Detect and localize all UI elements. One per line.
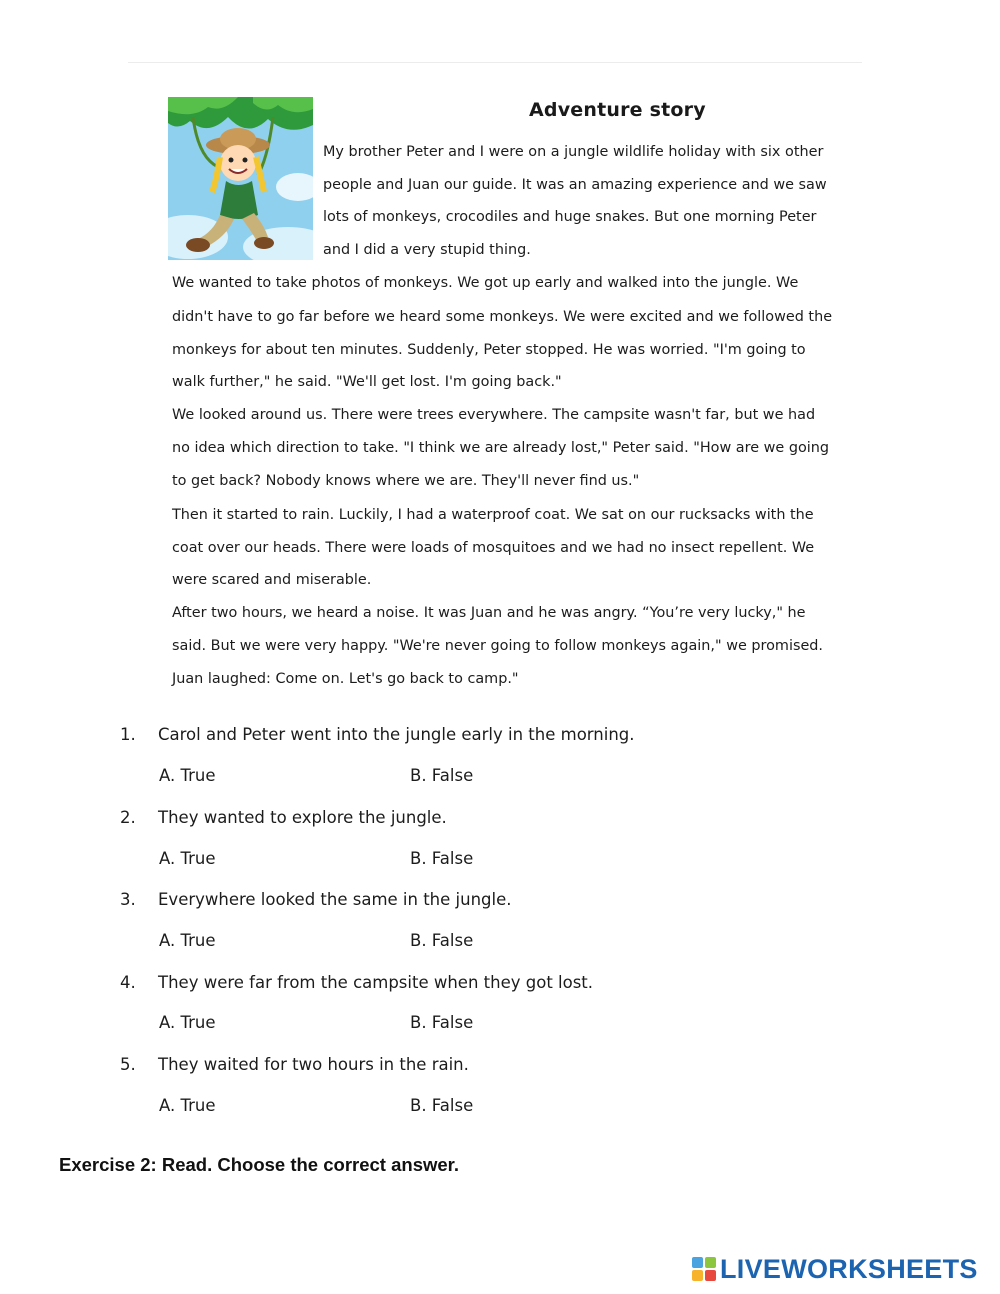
liveworksheets-logo[interactable] [692, 1252, 978, 1286]
question-number: 5. [120, 1055, 136, 1074]
answer-option-true[interactable]: A. True [159, 1013, 216, 1032]
logo-tile [692, 1257, 703, 1268]
story-line: said. But we were very happy. "We're never going to follow monkeys again," we promised. [172, 638, 824, 654]
story-line: and I did a very stupid thing. [323, 242, 531, 258]
story-line: no idea which direction to take. "I think we are already lost," Peter said. "How are we going [172, 440, 830, 456]
question-text: They were far from the campsite when they got lost. [158, 973, 594, 992]
question-text: Everywhere looked the same in the jungle. [158, 890, 512, 909]
story-line: were scared and miserable. [172, 572, 372, 588]
question-number: 3. [120, 890, 136, 909]
story-line: Juan laughed: Come on. Let's go back to camp." [172, 671, 519, 687]
story-line: people and Juan our guide. It was an amazing experience and we saw [323, 177, 827, 193]
jungle-girl-illustration [168, 97, 313, 260]
answer-option-false[interactable]: B. False [410, 931, 474, 950]
question-text: They waited for two hours in the rain. [158, 1055, 469, 1074]
answer-option-true[interactable]: A. True [159, 931, 216, 950]
answer-option-true[interactable]: A. True [159, 1096, 216, 1115]
story-line: We wanted to take photos of monkeys. We got up early and walked into the jungle. We [172, 275, 799, 291]
answer-option-true[interactable]: A. True [159, 766, 216, 785]
story-line: We looked around us. There were trees everywhere. The campsite wasn't far, but we had [172, 407, 816, 423]
question-number: 2. [120, 808, 136, 827]
story-line: My brother Peter and I were on a jungle wildlife holiday with six other [323, 144, 824, 160]
story-line: walk further," he said. "We'll get lost. I'm going back." [172, 374, 562, 390]
exercise-heading: Exercise 2: Read. Choose the correct answer. [59, 1154, 459, 1175]
answer-option-false[interactable]: B. False [410, 1096, 474, 1115]
story-line: coat over our heads. There were loads of mosquitoes and we had no insect repellent. We [172, 540, 815, 556]
answer-option-false[interactable]: B. False [410, 1013, 474, 1032]
illustration-drawing [168, 97, 313, 260]
logo-tile [705, 1270, 716, 1281]
answer-option-false[interactable]: B. False [410, 766, 474, 785]
logo-tile [692, 1270, 703, 1281]
logo-tile [705, 1257, 716, 1268]
story-line: lots of monkeys, crocodiles and huge snakes. But one morning Peter [323, 209, 817, 225]
answer-option-true[interactable]: A. True [159, 849, 216, 868]
story-title: Adventure story [529, 99, 706, 121]
question-number: 4. [120, 973, 136, 992]
logo-grid-icon [692, 1257, 716, 1281]
story-line: Then it started to rain. Luckily, I had a waterproof coat. We sat on our rucksacks with the [172, 507, 814, 523]
story-line: After two hours, we heard a noise. It was Juan and he was angry. “You’re very lucky," he [172, 605, 806, 621]
logo-text: LIVEWORKSHEETS [720, 1253, 978, 1284]
answer-option-false[interactable]: B. False [410, 849, 474, 868]
story-line: didn't have to go far before we heard some monkeys. We were excited and we followed the [172, 309, 833, 325]
question-text: Carol and Peter went into the jungle early in the morning. [158, 725, 635, 744]
page-top-divider [128, 62, 862, 63]
question-number: 1. [120, 725, 136, 744]
question-text: They wanted to explore the jungle. [158, 808, 447, 827]
story-line: to get back? Nobody knows where we are. They'll never find us." [172, 473, 640, 489]
story-line: monkeys for about ten minutes. Suddenly, Peter stopped. He was worried. "I'm going to [172, 342, 806, 358]
